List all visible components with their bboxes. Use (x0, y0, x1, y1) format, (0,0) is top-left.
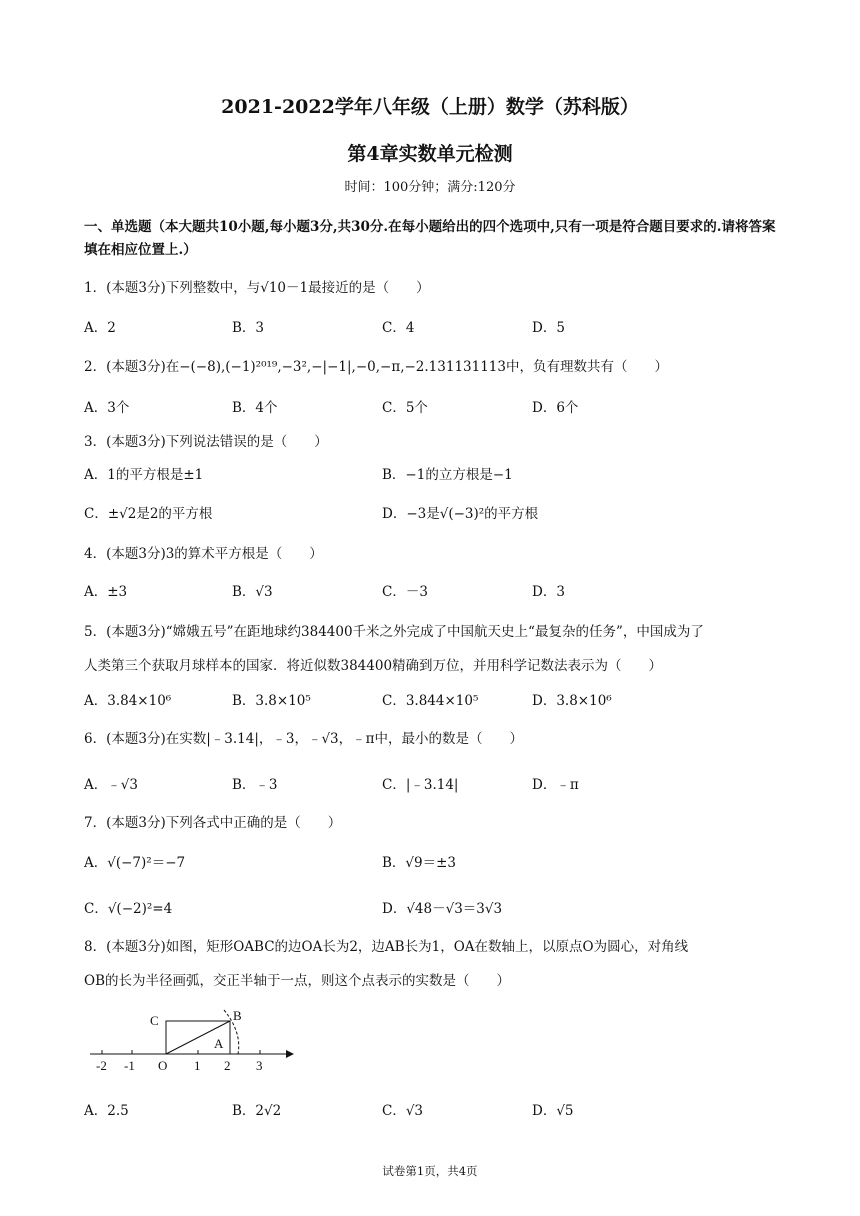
question-2-option-b: B．4个 (232, 400, 278, 416)
question-3-option-b: B．−1的立方根是−1 (382, 467, 513, 483)
tick-label: 2 (224, 1058, 231, 1073)
tick-label: 3 (256, 1058, 263, 1073)
question-6-option-b: B．﹣3 (232, 777, 278, 793)
question-5-option-a: A．3.84×10⁶ (84, 693, 172, 709)
axis-arrow (286, 1050, 294, 1058)
question-2-option-d: D．6个 (532, 400, 579, 416)
number-line-figure (86, 1008, 296, 1074)
tick-label: -2 (96, 1058, 107, 1073)
question-7-option-c: C．√(−2)²=4 (84, 901, 173, 917)
question-3-option-c: C．±√2是2的平方根 (84, 506, 213, 522)
number-line-diagram (86, 1008, 296, 1074)
point-label-o: O (158, 1058, 168, 1073)
point-label-b: B (233, 1008, 242, 1023)
question-8-option-a: A．2.5 (84, 1103, 129, 1119)
question-6-option-a: A．﹣√3 (84, 777, 138, 793)
section-heading: 一、单选题（本大题共10小题,每小题3分,共30分.在每小题给出的四个选项中,只有一项是符合题目要求的.请将答案填在相应位置上.） (84, 219, 776, 258)
question-7-option-a: A．√(−7)²＝−7 (84, 855, 186, 871)
tick-label: -1 (124, 1058, 135, 1073)
question-7-stem: 7．(本题3分)下列各式中正确的是（ ） (84, 815, 342, 831)
question-1-option-d: D．5 (532, 320, 565, 336)
question-7-option-b: B．√9＝±3 (382, 855, 457, 871)
question-7-option-d: D．√48－√3＝3√3 (382, 901, 503, 917)
point-label-a: A (214, 1036, 224, 1051)
question-5-option-d: D．3.8×10⁶ (532, 693, 612, 709)
question-4-option-b: B．√3 (232, 584, 273, 600)
question-4-option-c: C．－3 (382, 584, 428, 600)
question-1-stem: 1．(本题3分)下列整数中，与√10－1最接近的是（ ） (84, 280, 430, 296)
question-3-stem: 3．(本题3分)下列说法错误的是（ ） (84, 434, 328, 450)
question-8-stem-line-1: 8．(本题3分)如图，矩形OABC的边OA长为2，边AB长为1，OA在数轴上，以原点O为圆心，对角线 (84, 939, 689, 955)
question-8-option-b: B．2√2 (232, 1103, 282, 1119)
question-5-stem-line-2: 人类第三个获取月球样本的国家．将近似数384400精确到万位，并用科学记数法表示为（ ） (84, 658, 663, 674)
question-6-stem: 6．(本题3分)在实数|﹣3.14|，﹣3，﹣√3，﹣π中，最小的数是（ ） (84, 731, 524, 747)
point-label-c: C (150, 1013, 159, 1028)
question-2-stem: 2．(本题3分)在−(−8),(−1)²⁰¹⁹,−3²,−|−1|,−0,−π,−2.131131113中，负有理数共有（ ） (84, 359, 668, 375)
question-8-stem-line-2: OB的长为半径画弧，交正半轴于一点，则这个点表示的实数是（ ） (84, 973, 510, 989)
question-3-option-d: D．−3是√(−3)²的平方根 (382, 506, 539, 522)
question-2-option-a: A．3个 (84, 400, 130, 416)
tick-label: 1 (194, 1058, 201, 1073)
document-title: 2021-2022学年八年级（上册）数学（苏科版） (221, 96, 639, 118)
question-8-option-c: C．√3 (382, 1103, 424, 1119)
question-1-option-b: B．3 (232, 320, 265, 336)
document-subtitle: 第4章实数单元检测 (347, 143, 513, 165)
page-footer: 试卷第1页，共4页 (382, 1164, 478, 1178)
question-5-stem-line-1: 5．(本题3分)“嫦娥五号”在距地球约384400千米之外完成了中国航天史上“最复杂的任务”，中国成为了 (84, 624, 704, 640)
question-6-option-d: D．﹣π (532, 777, 579, 793)
question-4-option-d: D．3 (532, 584, 565, 600)
question-1-option-a: A．2 (84, 320, 116, 336)
question-5-option-c: C．3.844×10⁵ (382, 693, 479, 709)
question-8-option-d: D．√5 (532, 1103, 574, 1119)
question-1-option-c: C．4 (382, 320, 415, 336)
question-4-stem: 4．(本题3分)3的算术平方根是（ ） (84, 546, 323, 562)
question-4-option-a: A．±3 (84, 584, 128, 600)
question-3-option-a: A．1的平方根是±1 (84, 467, 204, 483)
question-6-option-c: C．|﹣3.14| (382, 777, 459, 793)
question-5-option-b: B．3.8×10⁵ (232, 693, 311, 709)
question-2-option-c: C．5个 (382, 400, 428, 416)
exam-info: 时间：100分钟；满分:120分 (344, 180, 516, 195)
